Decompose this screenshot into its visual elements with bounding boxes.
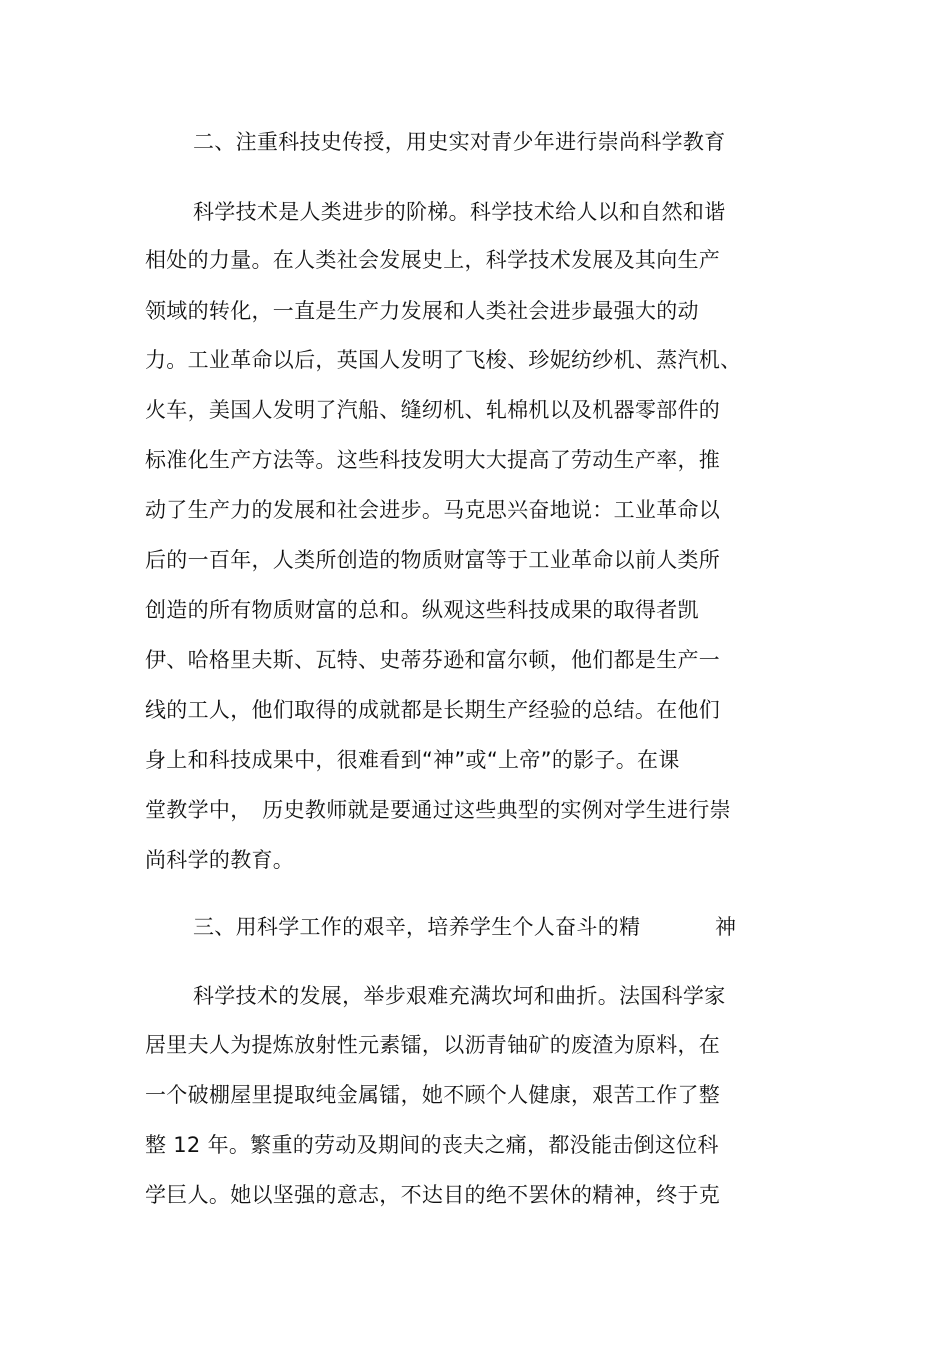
paragraph-line: 科学技术是人类进步的阶梯。科学技术给人以和自然和谐 bbox=[193, 200, 726, 224]
paragraph-line: 领域的转化，一直是生产力发展和人类社会进步最强大的动 bbox=[145, 299, 699, 323]
paragraph-line: 学巨人。她以坚强的意志，不达目的绝不罢休的精神，终于克 bbox=[145, 1183, 721, 1207]
paragraph-line: 标准化生产方法等。这些科技发明大大提高了劳动生产率，推 bbox=[145, 448, 721, 472]
paragraph-line: 力。工业革命以后，英国人发明了飞梭、珍妮纺纱机、蒸汽机、 bbox=[145, 348, 742, 372]
paragraph-line: 整 12 年。繁重的劳动及期间的丧夫之痛，都没能击倒这位科 bbox=[145, 1133, 719, 1157]
paragraph-line: 伊、哈格里夫斯、瓦特、史蒂芬逊和富尔顿，他们都是生产一 bbox=[145, 648, 721, 672]
section-2-heading: 二、注重科技史传授，用史实对青少年进行崇尚科学教育 bbox=[193, 130, 726, 154]
paragraph-line: 创造的所有物质财富的总和。纵观这些科技成果的取得者凯 bbox=[145, 598, 699, 622]
paragraph-line: 一个破棚屋里提取纯金属镭，她不顾个人健康，艰苦工作了整 bbox=[145, 1083, 721, 1107]
paragraph-line: 后的一百年，人类所创造的物质财富等于工业革命以前人类所 bbox=[145, 548, 721, 572]
paragraph-line: 动了生产力的发展和社会进步。马克思兴奋地说：工业革命以 bbox=[145, 498, 721, 522]
paragraph-line: 居里夫人为提炼放射性元素镭，以沥青铀矿的废渣为原料，在 bbox=[145, 1033, 721, 1057]
paragraph-line: 尚科学的教育。 bbox=[145, 848, 295, 872]
paragraph-line: 科学技术的发展，举步艰难充满坎坷和曲折。法国科学家 bbox=[193, 984, 726, 1008]
section-3-heading: 三、用科学工作的艰辛，培养学生个人奋斗的精 bbox=[193, 915, 641, 939]
paragraph-line: 线的工人，他们取得的成就都是长期生产经验的总结。在他们 bbox=[145, 698, 721, 722]
paragraph-line: 相处的力量。在人类社会发展史上，科学技术发展及其向生产 bbox=[145, 248, 721, 272]
section-3-heading-tail: 神 bbox=[715, 915, 736, 939]
paragraph-line: 堂教学中， 历史教师就是要通过这些典型的实例对学生进行崇 bbox=[145, 798, 731, 822]
paragraph-line: 火车，美国人发明了汽船、缝纫机、轧棉机以及机器零部件的 bbox=[145, 398, 721, 422]
paragraph-line: 身上和科技成果中，很难看到“神”或“上帝”的影子。在课 bbox=[145, 748, 680, 772]
